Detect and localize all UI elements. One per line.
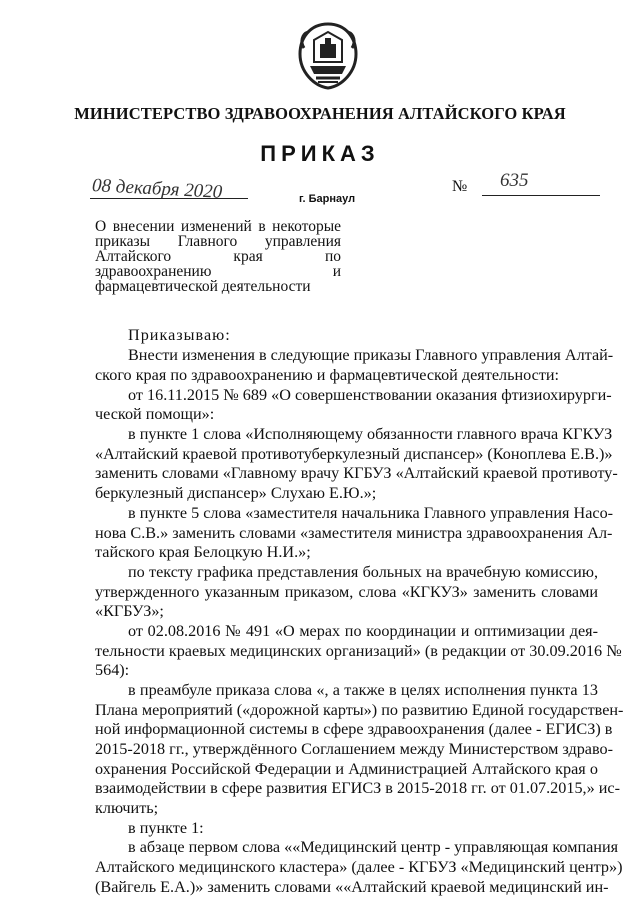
order-date-handwritten: 08 декабря 2020 — [91, 175, 223, 203]
body-line: 2015-2018 гг., утверждённого Соглашением между Министерством здраво- — [95, 740, 614, 758]
ministry-name: МИНИСТЕРСТВО ЗДРАВООХРАНЕНИЯ АЛТАЙСКОГО КРАЯ — [74, 104, 566, 123]
body-line: от 02.08.2016 № 491 «О мерах по координации и оптимизации дея- — [128, 622, 598, 640]
body-line: нова С.В.» заменить словами «заместителя министра здравоохранения Ал- — [95, 524, 613, 542]
body-line: (Вайгель Е.А.)» заменить словами ««Алтайский краевой медицинский ин- — [95, 878, 609, 896]
body-line: ключить; — [95, 799, 159, 817]
body-line: в пункте 5 слова «заместителя начальника Главного управления Насо- — [128, 504, 614, 522]
body-line: «Алтайский краевой противотуберкулезный диспансер» (Коноплева Е.В.)» — [95, 445, 613, 463]
body-line: беркулезный диспансер» Слухаю Е.Ю.»; — [95, 484, 377, 502]
city-label: г. Барнаул — [299, 193, 356, 205]
body-line: заменить словами «Главному врачу КГБУЗ «Алтайский краевой противоту- — [95, 464, 618, 482]
body-line: охранения Российской Федерации и Администрацией Алтайского края о — [95, 760, 598, 778]
body-line: по тексту графика представления больных на врачебную комиссию, — [128, 563, 598, 581]
body-line: ского края по здравоохранению и фармацевтической деятельности: — [95, 366, 560, 384]
body-line: в преамбуле приказа слова «, а также в целях исполнения пункта 13 — [128, 681, 598, 699]
body-line: Алтайского медицинского кластера» (далее - КГБУЗ «Медицинский центр») — [95, 858, 623, 876]
number-sign: № — [452, 178, 468, 195]
order-subject: О внесении изменений в некоторые приказы Главного управления Алтайского края по здравоохранению и фармацевтической деятельности — [95, 218, 341, 295]
order-number-handwritten: 635 — [500, 170, 529, 191]
body-line: Внести изменения в следующие приказы Главного управления Алтай- — [128, 346, 614, 364]
body-line: тайского края Белоцкую Н.И.»; — [95, 543, 311, 561]
body-line: тельности краевых медицинских организаций» (в редакции от 30.09.2016 № — [95, 642, 622, 660]
body-line: в пункте 1 слова «Исполняющему обязанности главного врача КГКУЗ — [128, 425, 613, 443]
document-title: ПРИКАЗ — [260, 141, 380, 166]
body-line: «КГБУЗ»; — [95, 602, 164, 620]
body-line: утвержденного указанным приказом, слова «КГКУЗ» заменить словами — [95, 583, 598, 601]
body-line: Приказываю: — [128, 326, 231, 344]
date-underline — [90, 198, 248, 199]
body-line: от 16.11.2015 № 689 «О совершенствовании оказания фтизиохирурги- — [128, 386, 612, 404]
body-line: ческой помощи»: — [95, 405, 215, 423]
coat-of-arms-emblem — [296, 22, 360, 90]
body-line: 564): — [95, 661, 130, 679]
body-line: Плана мероприятий («дорожной карты») по развитию Единой государствен- — [95, 701, 624, 719]
body-line: в абзаце первом слова ««Медицинский центр - управляющая компания — [128, 838, 619, 856]
body-line: взаимодействии в сфере развития ЕГИСЗ в 2015-2018 гг. от 01.07.2015,» ис- — [95, 779, 620, 797]
body-line: в пункте 1: — [128, 819, 204, 837]
body-line: ной информационной системы в сфере здравоохранения (далее - ЕГИСЗ) в — [95, 720, 613, 738]
number-underline — [482, 195, 600, 196]
